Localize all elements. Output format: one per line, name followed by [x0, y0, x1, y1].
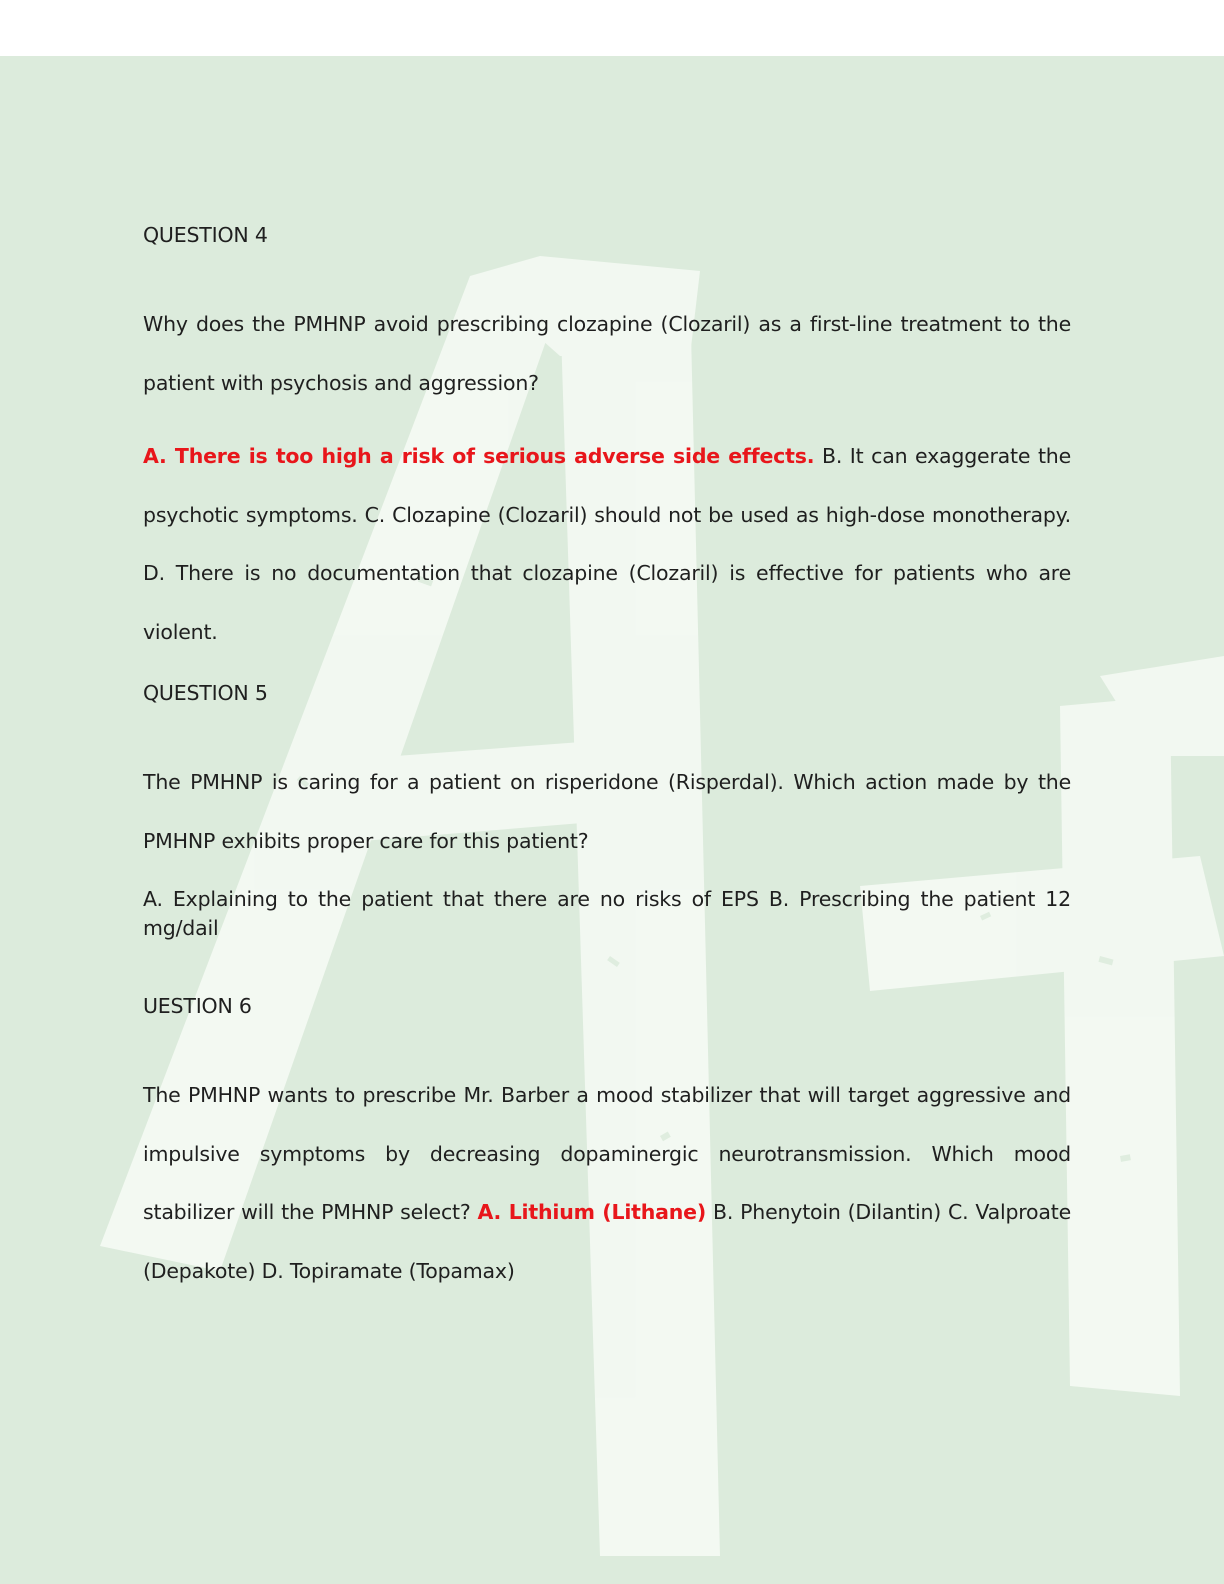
question-6-stem-and-options [143, 1066, 1071, 1300]
question-4-options [143, 427, 1071, 661]
question-5-options: A. Explaining to the patient that there are no risks of EPS B. Prescribing the patient 12 mg/dail [143, 887, 1071, 940]
question-5-stem: The PMHNP is caring for a patient on risperidone (Risperdal). Which action made by the PMHNP exhibits proper care for this patient? [143, 770, 1071, 853]
question-6-correct-answer: A. Lithium (Lithane) [477, 1200, 707, 1224]
question-6-heading: UESTION 6 [143, 994, 252, 1018]
question-4-other-options: B. It can exaggerate the psychotic symptoms. C. Clozapine (Clozaril) should not be used as high-dose monotherapy. D. There is no documentation that clozapine (Clozaril) is effective for patients who are violent. [143, 444, 1071, 644]
question-4-stem: Why does the PMHNP avoid prescribing clozapine (Clozaril) as a first-line treatment to the patient with psychosis and aggression? [143, 312, 1071, 395]
question-6-stem: The PMHNP wants to prescribe Mr. Barber a mood stabilizer that will target aggressive and impulsive symptoms by decreasing dopaminergic neurotransmission. Which mood stabilizer will the PMHNP select? [143, 1083, 1071, 1224]
question-4-heading: QUESTION 4 [143, 223, 268, 247]
document-body [143, 218, 1071, 1300]
question-6-other-options: B. Phenytoin (Dilantin) C. Valproate (Depakote) D. Topiramate (Topamax) [143, 1200, 1071, 1283]
question-4-correct-answer: A. There is too high a risk of serious adverse side effects. [143, 444, 815, 468]
question-5-heading: QUESTION 5 [143, 681, 268, 705]
